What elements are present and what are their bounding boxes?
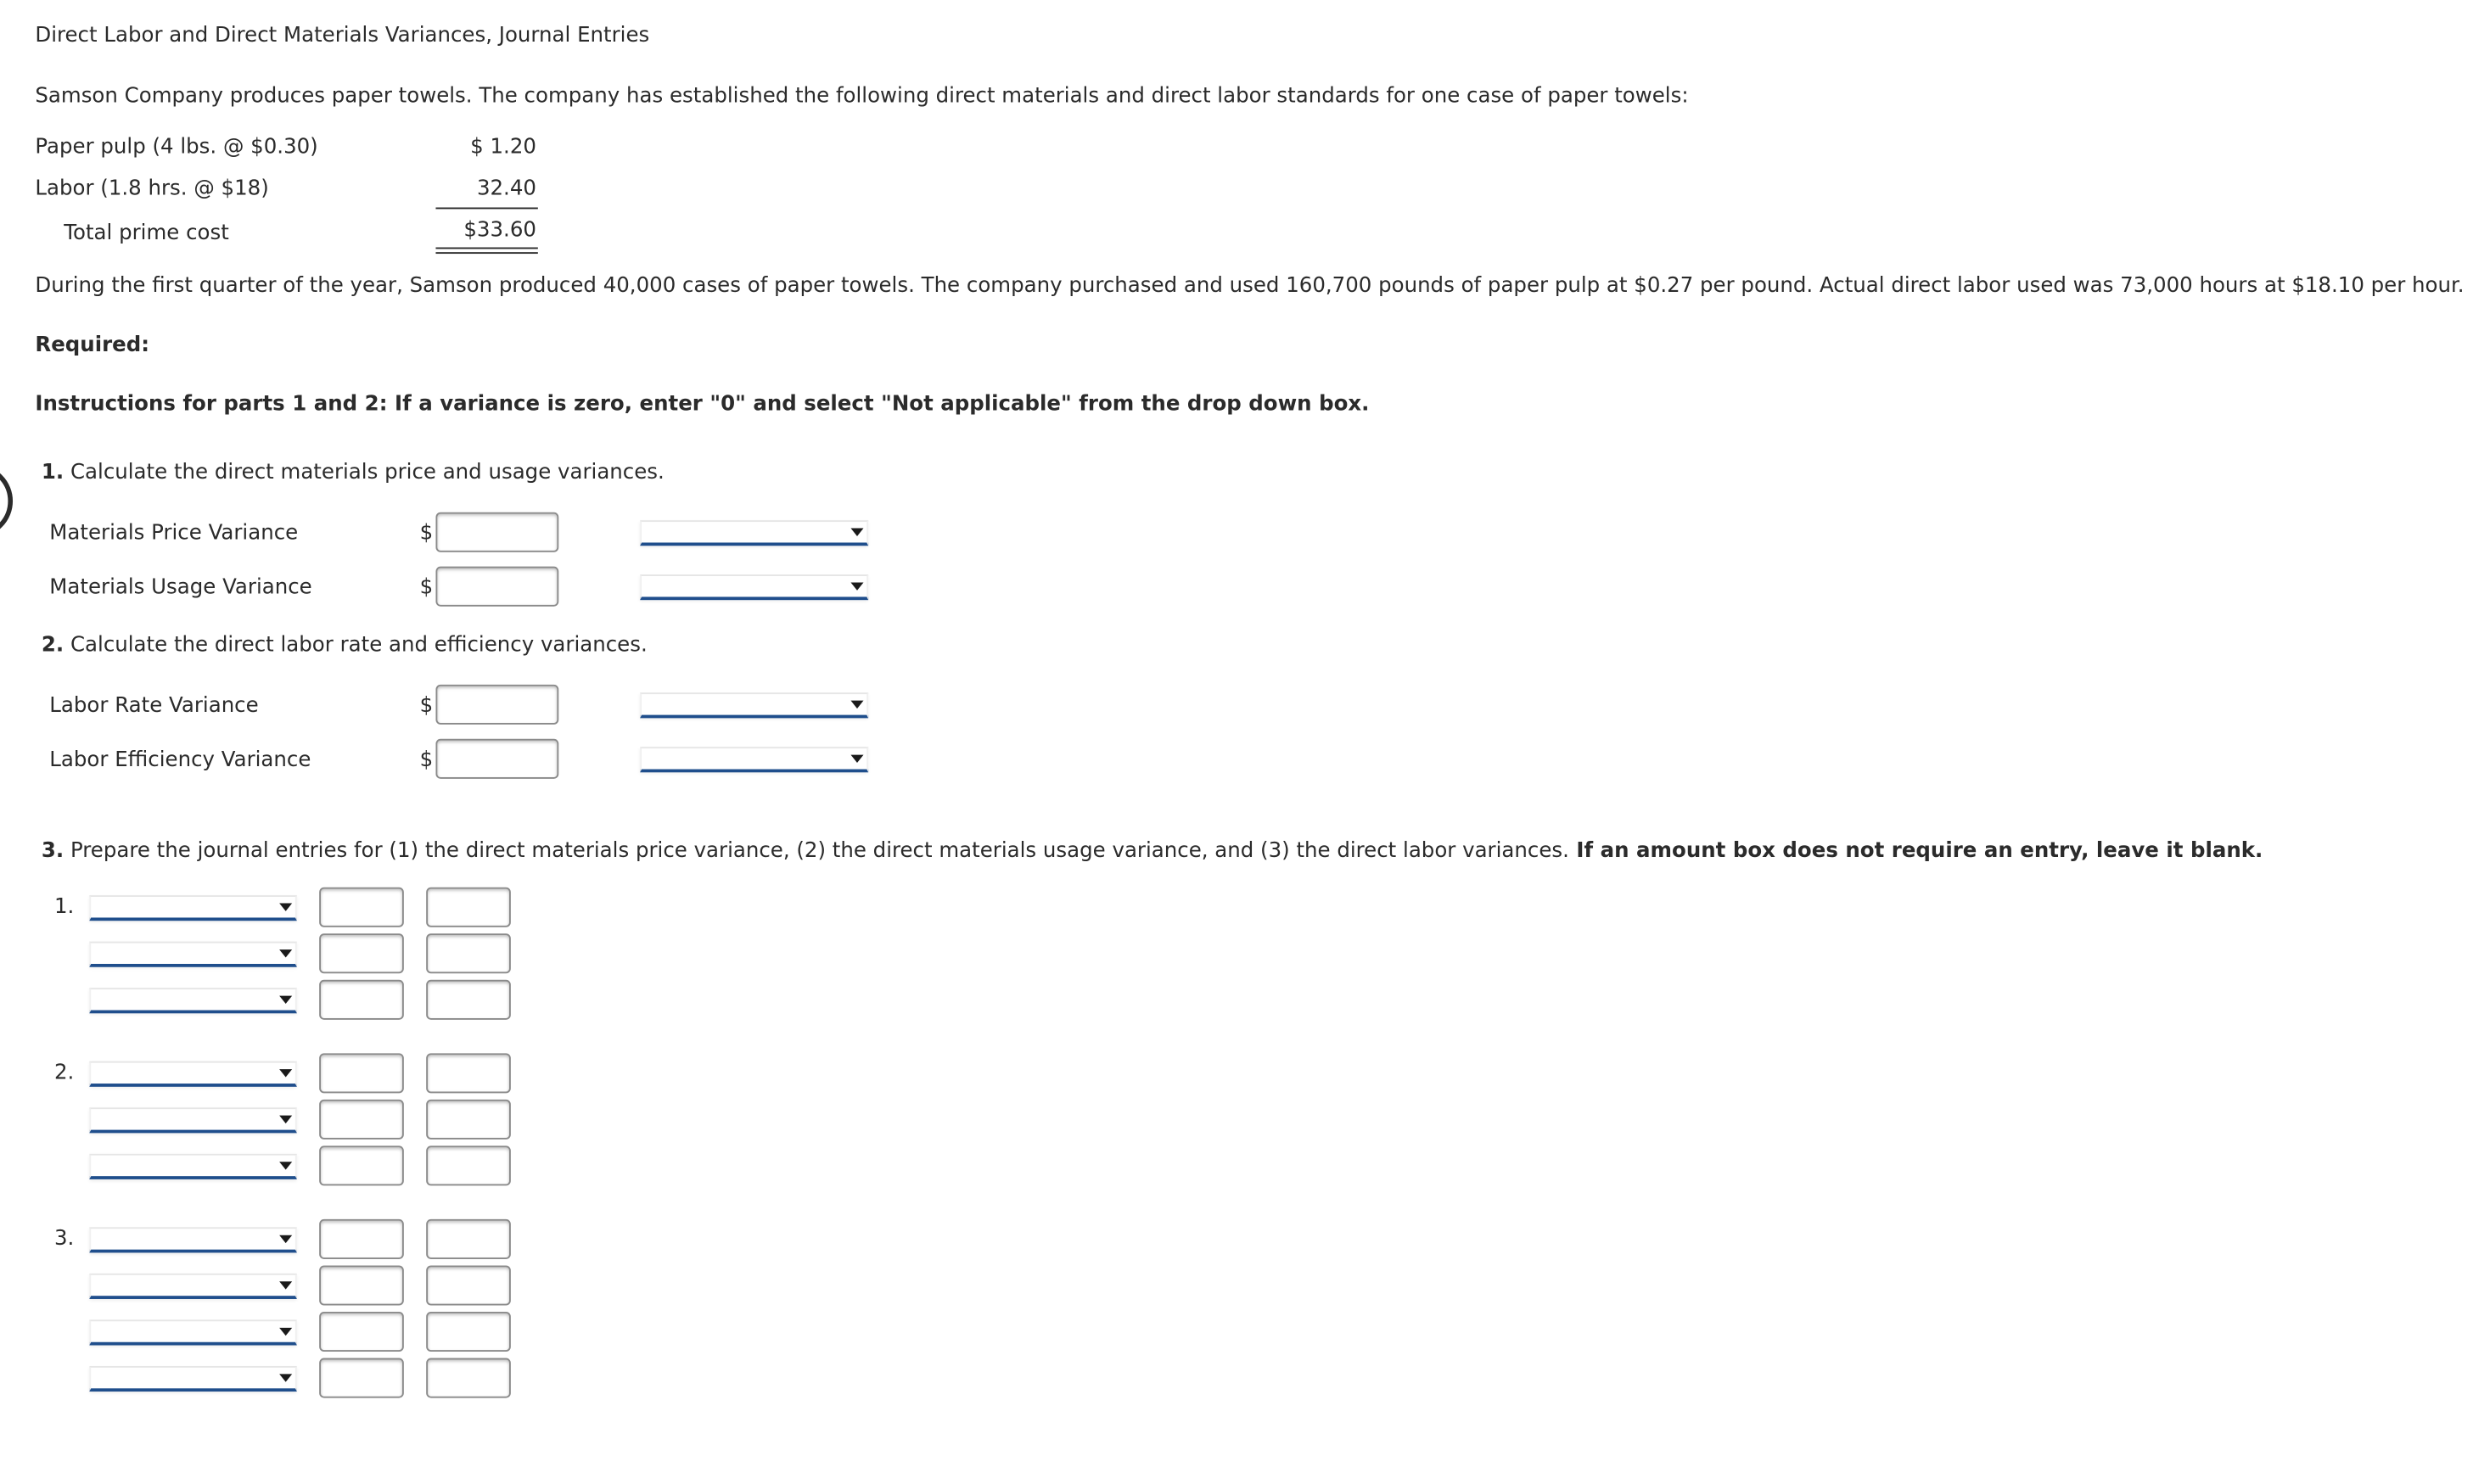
materials-price-variance-input[interactable] [435, 512, 558, 552]
journal-entry-2-label: 2. [53, 1061, 75, 1085]
journal-entry-1-line-1-credit-input[interactable] [426, 888, 511, 927]
part2-text: Calculate the direct labor rate and efficiency variances. [64, 633, 648, 658]
chevron-down-icon [850, 755, 863, 763]
part1-heading [42, 462, 665, 485]
total-double-rule [435, 248, 537, 255]
subtotal-rule [435, 208, 537, 210]
standard-label-pulp: Paper pulp (4 lbs. @ $0.30) [35, 135, 318, 160]
journal-entry-1-line-3-debit-input[interactable] [319, 980, 404, 1020]
materials-usage-dollar-sign: $ [419, 575, 434, 601]
problem-title: Direct Labor and Direct Materials Variances, Journal Entries [35, 24, 650, 48]
journal-entry-3-line-1-debit-input[interactable] [319, 1219, 404, 1259]
chevron-down-icon [279, 1069, 292, 1077]
production-facts: During the first quarter of the year, Samson produced 40,000 cases of paper towels. The company purchased and used 160,700 pounds of paper pulp at $0.27 per pound. Actual direct labor used was 73,000 hours at $18.10 per hour. [35, 274, 2465, 299]
journal-entry-1-line-3-account-dropdown[interactable] [89, 988, 297, 1013]
journal-entry-2-line-2-debit-input[interactable] [319, 1100, 404, 1140]
chevron-down-icon [279, 904, 292, 911]
journal-entry-1-line-1-debit-input[interactable] [319, 888, 404, 927]
journal-entry-2-line-1-credit-input[interactable] [426, 1053, 511, 1093]
journal-entry-1-line-3-credit-input[interactable] [426, 980, 511, 1020]
labor-efficiency-variance-label: Labor Efficiency Variance [49, 748, 311, 773]
journal-entry-2-line-2-account-dropdown[interactable] [89, 1107, 297, 1133]
labor-rate-dollar-sign: $ [419, 694, 434, 719]
journal-entry-1-line-2-credit-input[interactable] [426, 933, 511, 973]
part2-number: 2. [41, 633, 64, 658]
journal-entry-3-line-1-credit-input[interactable] [426, 1219, 511, 1259]
journal-entry-3-line-3-debit-input[interactable] [319, 1312, 404, 1352]
journal-entry-2-line-1-debit-input[interactable] [319, 1053, 404, 1093]
chevron-down-icon [279, 1281, 292, 1289]
labor-efficiency-dollar-sign: $ [419, 748, 434, 773]
materials-price-variance-dropdown[interactable] [640, 520, 868, 546]
journal-entry-3-line-4-credit-input[interactable] [426, 1358, 511, 1398]
part3-bold-instruction: If an amount box does not require an entry, leave it blank. [1568, 839, 2263, 864]
part1-text: Calculate the direct materials price and usage variances. [64, 461, 665, 485]
chevron-down-icon [850, 529, 863, 536]
labor-efficiency-variance-dropdown[interactable] [640, 747, 868, 772]
journal-entry-3-line-4-debit-input[interactable] [319, 1358, 404, 1398]
journal-entry-3-label: 3. [53, 1227, 75, 1252]
materials-price-variance-label: Materials Price Variance [49, 522, 299, 546]
side-circle-fragment [0, 464, 13, 538]
chevron-down-icon [850, 582, 863, 590]
journal-entry-3-line-2-account-dropdown[interactable] [89, 1274, 297, 1299]
intro-text: Samson Company produces paper towels. The company has established the following direct materials and direct labor standards for one case of paper towels: [35, 84, 1689, 109]
labor-efficiency-variance-input[interactable] [435, 739, 558, 779]
part1-number: 1. [41, 461, 64, 485]
chevron-down-icon [279, 1374, 292, 1381]
chevron-down-icon [279, 1116, 292, 1123]
journal-entry-3-line-2-credit-input[interactable] [426, 1265, 511, 1305]
chevron-down-icon [850, 701, 863, 708]
labor-rate-variance-input[interactable] [435, 685, 558, 725]
chevron-down-icon [279, 996, 292, 1004]
journal-entry-1-line-2-debit-input[interactable] [319, 933, 404, 973]
total-prime-cost-label: Total prime cost [64, 221, 229, 246]
chevron-down-icon [279, 1235, 292, 1243]
chevron-down-icon [279, 1328, 292, 1336]
journal-entry-1-line-1-account-dropdown[interactable] [89, 895, 297, 921]
part3-heading [42, 839, 2263, 863]
part2-heading [42, 634, 648, 658]
required-heading: Required: [35, 333, 150, 358]
journal-entry-2-line-3-account-dropdown[interactable] [89, 1154, 297, 1179]
journal-entry-3-line-2-debit-input[interactable] [319, 1265, 404, 1305]
journal-entry-2-line-1-account-dropdown[interactable] [89, 1061, 297, 1087]
part3-text: Prepare the journal entries for (1) the direct materials price variance, (2) the direct materials usage variance, and (3) the direct labor variances. [64, 839, 1569, 864]
materials-usage-variance-dropdown[interactable] [640, 574, 868, 600]
journal-entry-3-line-3-account-dropdown[interactable] [89, 1319, 297, 1345]
labor-rate-variance-dropdown[interactable] [640, 692, 868, 718]
journal-entry-1-line-2-account-dropdown[interactable] [89, 942, 297, 967]
labor-rate-variance-label: Labor Rate Variance [49, 694, 259, 719]
chevron-down-icon [279, 949, 292, 957]
materials-usage-variance-label: Materials Usage Variance [49, 575, 312, 601]
part3-number: 3. [41, 839, 64, 864]
journal-entry-3-line-1-account-dropdown[interactable] [89, 1227, 297, 1252]
journal-entry-2-line-2-credit-input[interactable] [426, 1100, 511, 1140]
standard-amount-labor: 32.40 [476, 176, 536, 201]
standard-label-labor: Labor (1.8 hrs. @ $18) [35, 176, 269, 201]
chevron-down-icon [279, 1162, 292, 1169]
materials-price-dollar-sign: $ [419, 522, 434, 546]
journal-entry-3-line-4-account-dropdown[interactable] [89, 1366, 297, 1392]
journal-entry-2-line-3-debit-input[interactable] [319, 1145, 404, 1185]
instructions-text: Instructions for parts 1 and 2: If a variance is zero, enter "0" and select "Not applicable" from the drop down box. [35, 392, 1370, 417]
journal-entry-3-line-3-credit-input[interactable] [426, 1312, 511, 1352]
standard-amount-pulp: $ 1.20 [470, 135, 536, 160]
materials-usage-variance-input[interactable] [435, 567, 558, 607]
journal-entry-2-line-3-credit-input[interactable] [426, 1145, 511, 1185]
journal-entry-1-label: 1. [53, 895, 75, 920]
total-prime-cost-amount: $33.60 [463, 218, 536, 243]
